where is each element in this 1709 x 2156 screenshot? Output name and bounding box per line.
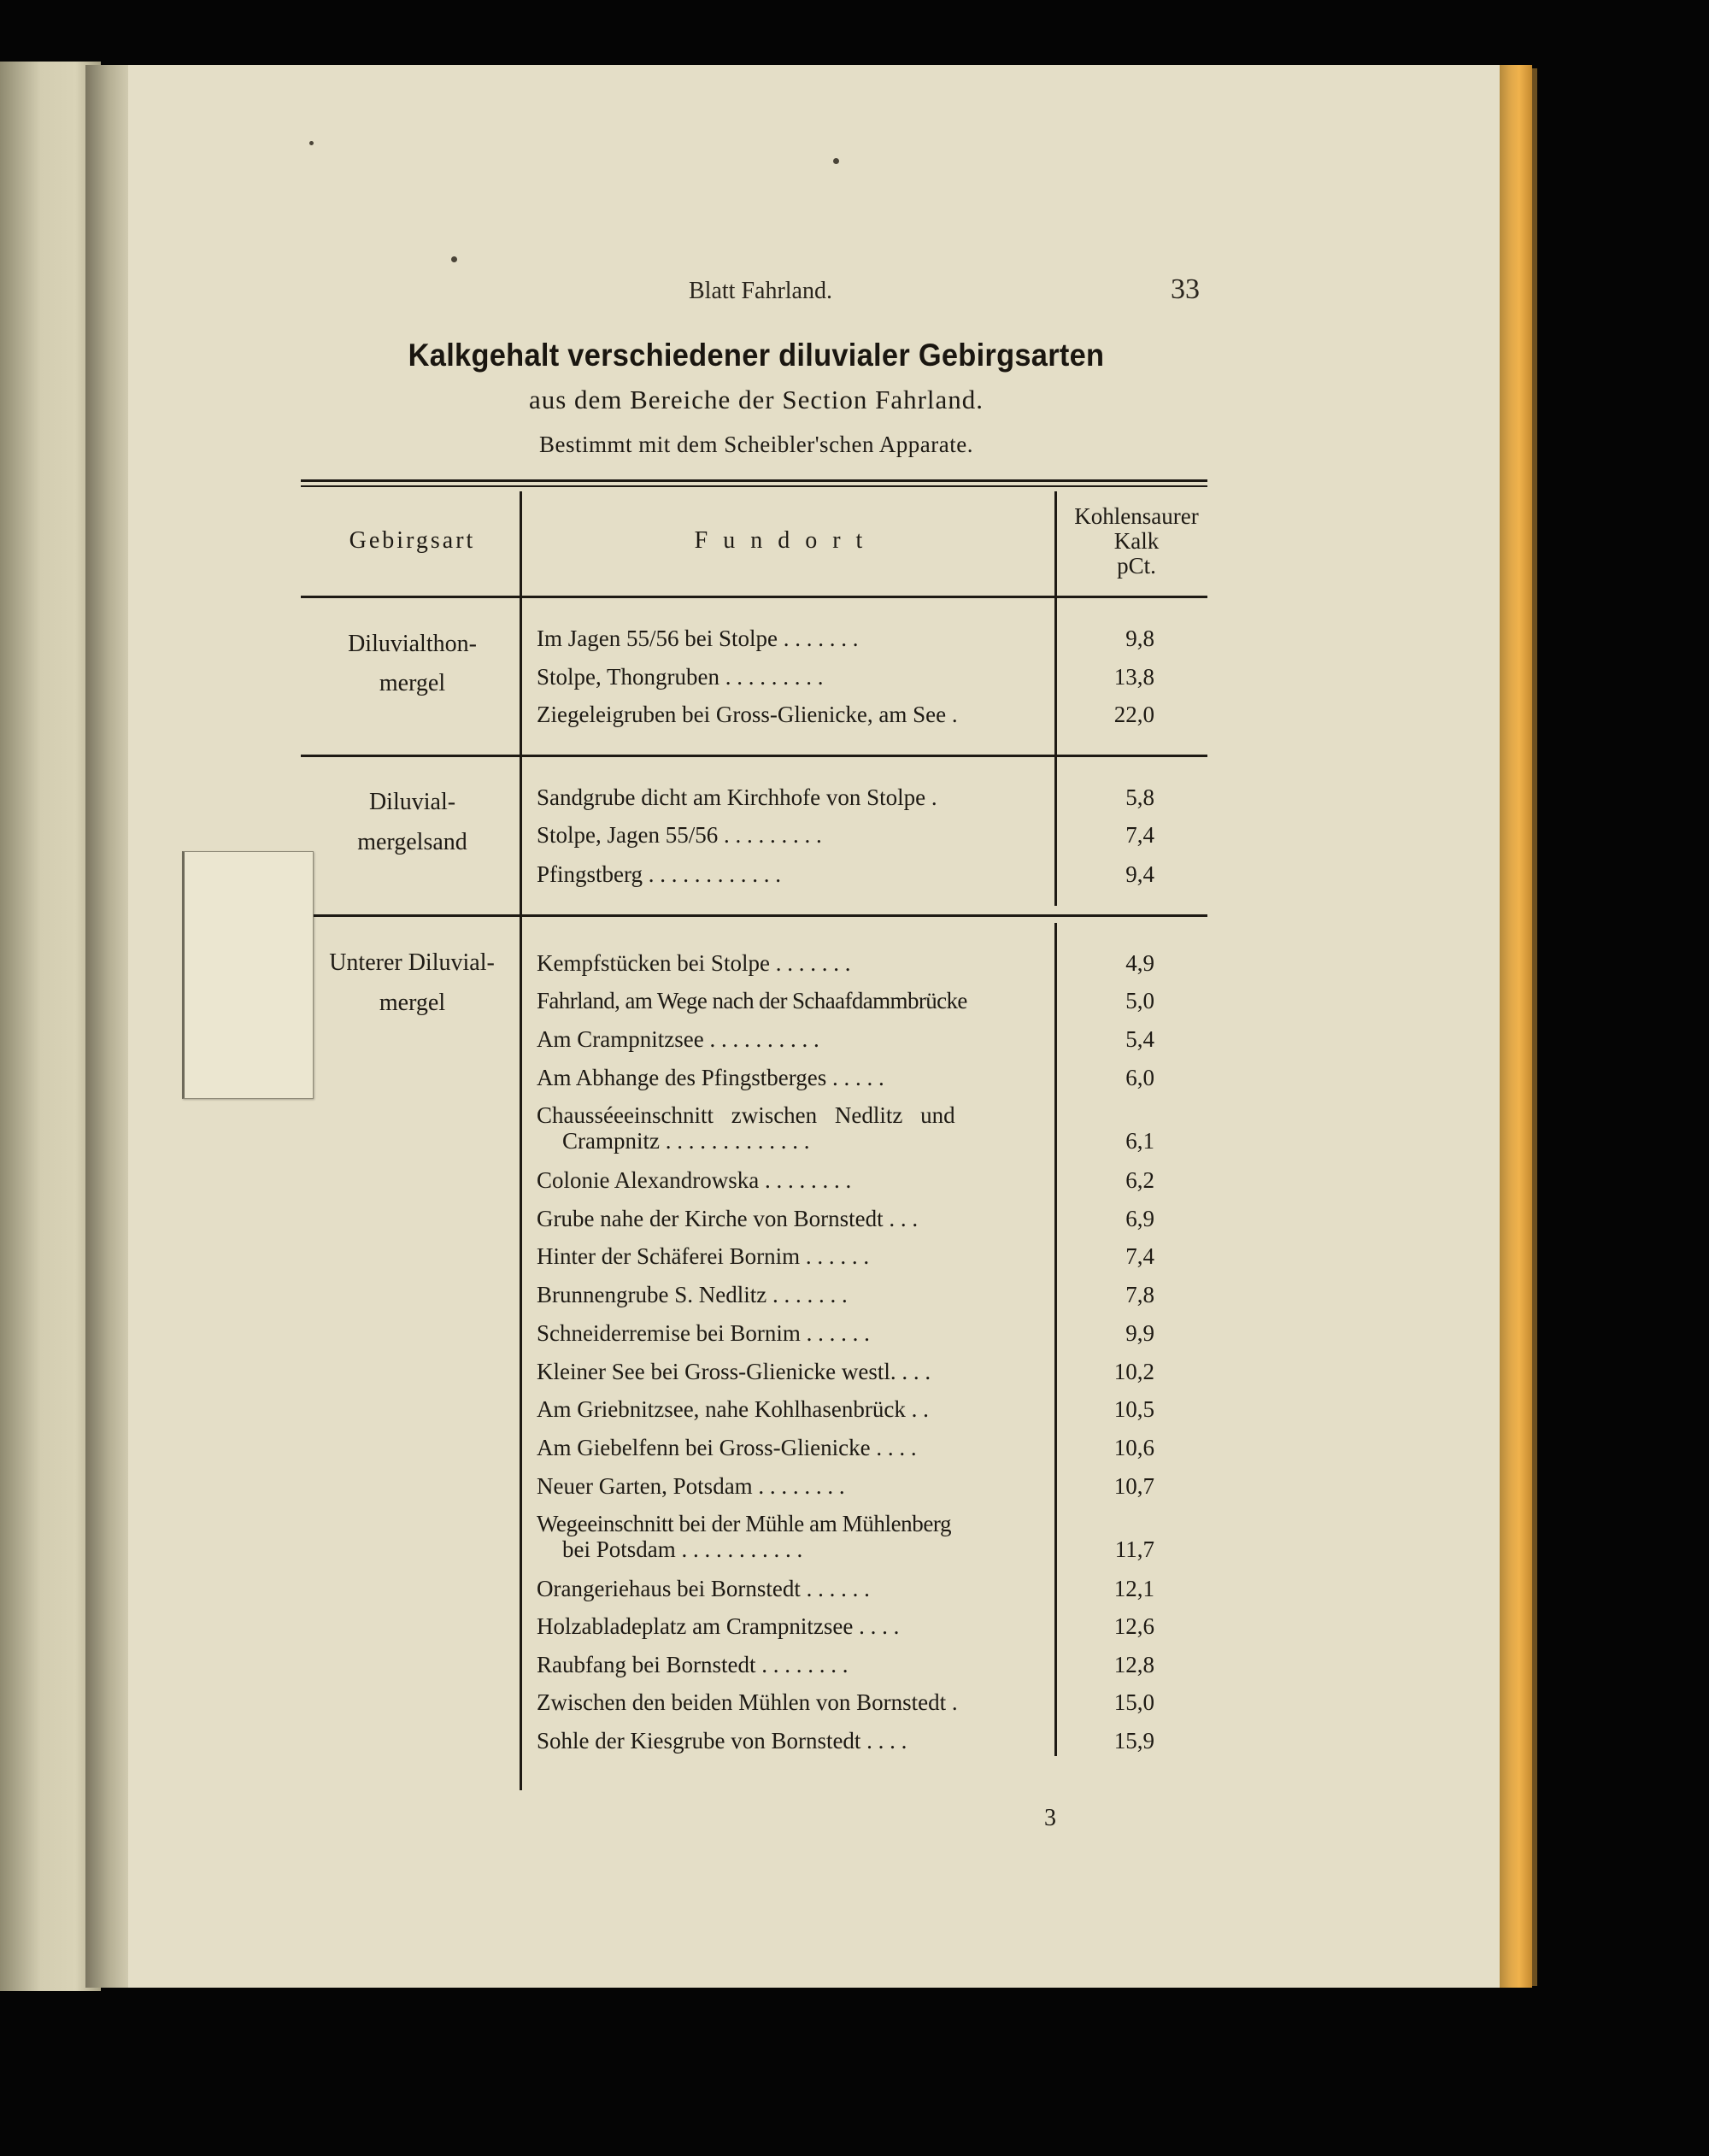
kalk-value-cell: 6,9 — [1125, 1206, 1154, 1231]
fundort-cell: Sandgrube dicht am Kirchhofe von Stolpe . — [537, 784, 937, 810]
group-label: mergel — [379, 990, 446, 1016]
fundort-cell: Holzabladeplatz am Crampnitzsee . . . . — [537, 1613, 900, 1639]
kalk-value-cell: 4,9 — [1125, 950, 1154, 976]
signature-mark: 3 — [1044, 1805, 1056, 1831]
book-gutter — [85, 65, 133, 1988]
kalk-value-cell: 7,4 — [1125, 822, 1154, 848]
kalk-value-cell: 10,5 — [1113, 1396, 1154, 1422]
paper-speck — [451, 256, 457, 262]
group-label: mergel — [379, 670, 446, 696]
group-separator-1 — [301, 755, 1207, 757]
fundort-cell: Colonie Alexandrowska . . . . . . . . — [537, 1167, 852, 1193]
fundort-cell-line2: bei Potsdam . . . . . . . . . . . — [562, 1536, 803, 1562]
column-rule-right-lower — [1054, 923, 1057, 1756]
kalk-value-cell: 5,8 — [1125, 784, 1154, 810]
kalk-value-cell: 9,4 — [1125, 861, 1154, 887]
page-fore-edge-shadow — [1532, 68, 1537, 1986]
fundort-cell: Neuer Garten, Potsdam . . . . . . . . — [537, 1473, 845, 1499]
fundort-cell: Kleiner See bei Gross-Glienicke westl. . . . — [537, 1359, 931, 1384]
fundort-cell: Kempfstücken bei Stolpe . . . . . . . — [537, 950, 851, 976]
kalk-value-cell: 5,0 — [1125, 988, 1154, 1013]
fundort-cell-line1: Wegeeinschnitt bei der Mühle am Mühlenberg — [537, 1511, 952, 1536]
fundort-cell: Am Griebnitzsee, nahe Kohlhasenbrück . . — [537, 1396, 929, 1422]
fundort-cell: Sohle der Kiesgrube von Bornstedt . . . . — [537, 1728, 907, 1754]
table-top-rule-double — [301, 485, 1207, 487]
fundort-cell: Stolpe, Jagen 55/56 . . . . . . . . . — [537, 822, 822, 848]
fundort-cell: Hinter der Schäferei Bornim . . . . . . — [537, 1243, 870, 1269]
fundort-cell: Zwischen den beiden Mühlen von Bornstedt . — [537, 1689, 958, 1715]
kalk-value-cell: 9,8 — [1125, 626, 1154, 651]
running-header-title: Blatt Fahrland. — [689, 278, 832, 304]
group-label: Diluvialthon- — [348, 631, 477, 657]
group-label: Diluvial- — [368, 789, 456, 815]
fundort-cell: Fahrland, am Wege nach der Schaafdammbrücke — [537, 988, 967, 1013]
fundort-cell: Orangeriehaus bei Bornstedt . . . . . . — [537, 1576, 870, 1601]
kalk-value-cell: 10,6 — [1113, 1435, 1154, 1460]
kalk-value-cell: 10,2 — [1113, 1359, 1154, 1384]
table-title: Kalkgehalt verschiedener diluvialer Gebirgsarten — [408, 338, 1105, 373]
fundort-cell: Am Abhange des Pfingstberges . . . . . — [537, 1065, 884, 1090]
kalk-value-cell: 12,6 — [1113, 1613, 1154, 1639]
fundort-cell: Raubfang bei Bornstedt . . . . . . . . — [537, 1652, 849, 1677]
fundort-cell: Pfingstberg . . . . . . . . . . . . — [537, 861, 782, 887]
kalk-value-cell: 6,1 — [1125, 1128, 1154, 1154]
kalk-value-cell: 7,8 — [1125, 1282, 1154, 1307]
header-kalk-line1: Kohlensaurer — [1074, 503, 1199, 529]
fundort-cell: Am Giebelfenn bei Gross-Glienicke . . . . — [537, 1435, 917, 1460]
header-gebirgsart: Gebirgsart — [349, 527, 476, 554]
kalk-value-cell: 6,2 — [1125, 1167, 1154, 1193]
fundort-cell-line2: Crampnitz . . . . . . . . . . . . . — [562, 1128, 810, 1154]
paper-speck — [309, 141, 314, 145]
group-separator-2 — [309, 914, 1207, 917]
kalk-value-cell: 15,0 — [1113, 1689, 1154, 1715]
pasted-paper-slip — [182, 851, 314, 1099]
page-number: 33 — [1171, 273, 1200, 305]
group-label: mergelsand — [357, 829, 467, 855]
kalk-value-cell: 12,8 — [1113, 1652, 1154, 1677]
kalk-value-cell: 5,4 — [1125, 1026, 1154, 1052]
fundort-cell-line1: Chausséeeinschnitt zwischen Nedlitz und — [537, 1102, 955, 1128]
kalk-value-cell: 13,8 — [1113, 664, 1154, 690]
column-rule-left — [520, 491, 522, 1790]
header-fundort: Fundort — [694, 527, 878, 554]
paper-speck — [833, 158, 839, 164]
kalk-value-cell: 11,7 — [1114, 1536, 1154, 1562]
header-kalk-line3: pCt. — [1117, 553, 1156, 579]
table-subtitle: aus dem Bereiche der Section Fahrland. — [528, 385, 984, 414]
group-label: Unterer Diluvial- — [329, 949, 495, 976]
table-top-rule — [301, 479, 1207, 482]
fundort-cell: Im Jagen 55/56 bei Stolpe . . . . . . . — [537, 626, 859, 651]
fundort-cell: Brunnengrube S. Nedlitz . . . . . . . — [537, 1282, 848, 1307]
fundort-cell: Stolpe, Thongruben . . . . . . . . . — [537, 664, 824, 690]
fundort-cell: Ziegeleigruben bei Gross-Glienicke, am See . — [537, 702, 958, 727]
header-bottom-rule — [301, 596, 1207, 598]
header-kalk-line2: Kalk — [1113, 528, 1160, 554]
column-rule-right-upper — [1054, 491, 1057, 906]
kalk-value-cell: 15,9 — [1113, 1728, 1154, 1754]
page-fore-edge — [1500, 65, 1532, 1988]
kalk-value-cell: 7,4 — [1125, 1243, 1154, 1269]
fundort-cell: Am Crampnitzsee . . . . . . . . . . — [537, 1026, 819, 1052]
fundort-cell: Schneiderremise bei Bornim . . . . . . — [537, 1320, 870, 1346]
kalk-value-cell: 10,7 — [1113, 1473, 1154, 1499]
kalk-value-cell: 9,9 — [1125, 1320, 1154, 1346]
fundort-cell: Grube nahe der Kirche von Bornstedt . . . — [537, 1206, 919, 1231]
kalk-value-cell: 6,0 — [1125, 1065, 1154, 1090]
method-note: Bestimmt mit dem Scheibler'schen Apparate. — [538, 432, 973, 457]
kalk-value-cell: 22,0 — [1113, 702, 1154, 727]
kalk-value-cell: 12,1 — [1113, 1576, 1154, 1601]
